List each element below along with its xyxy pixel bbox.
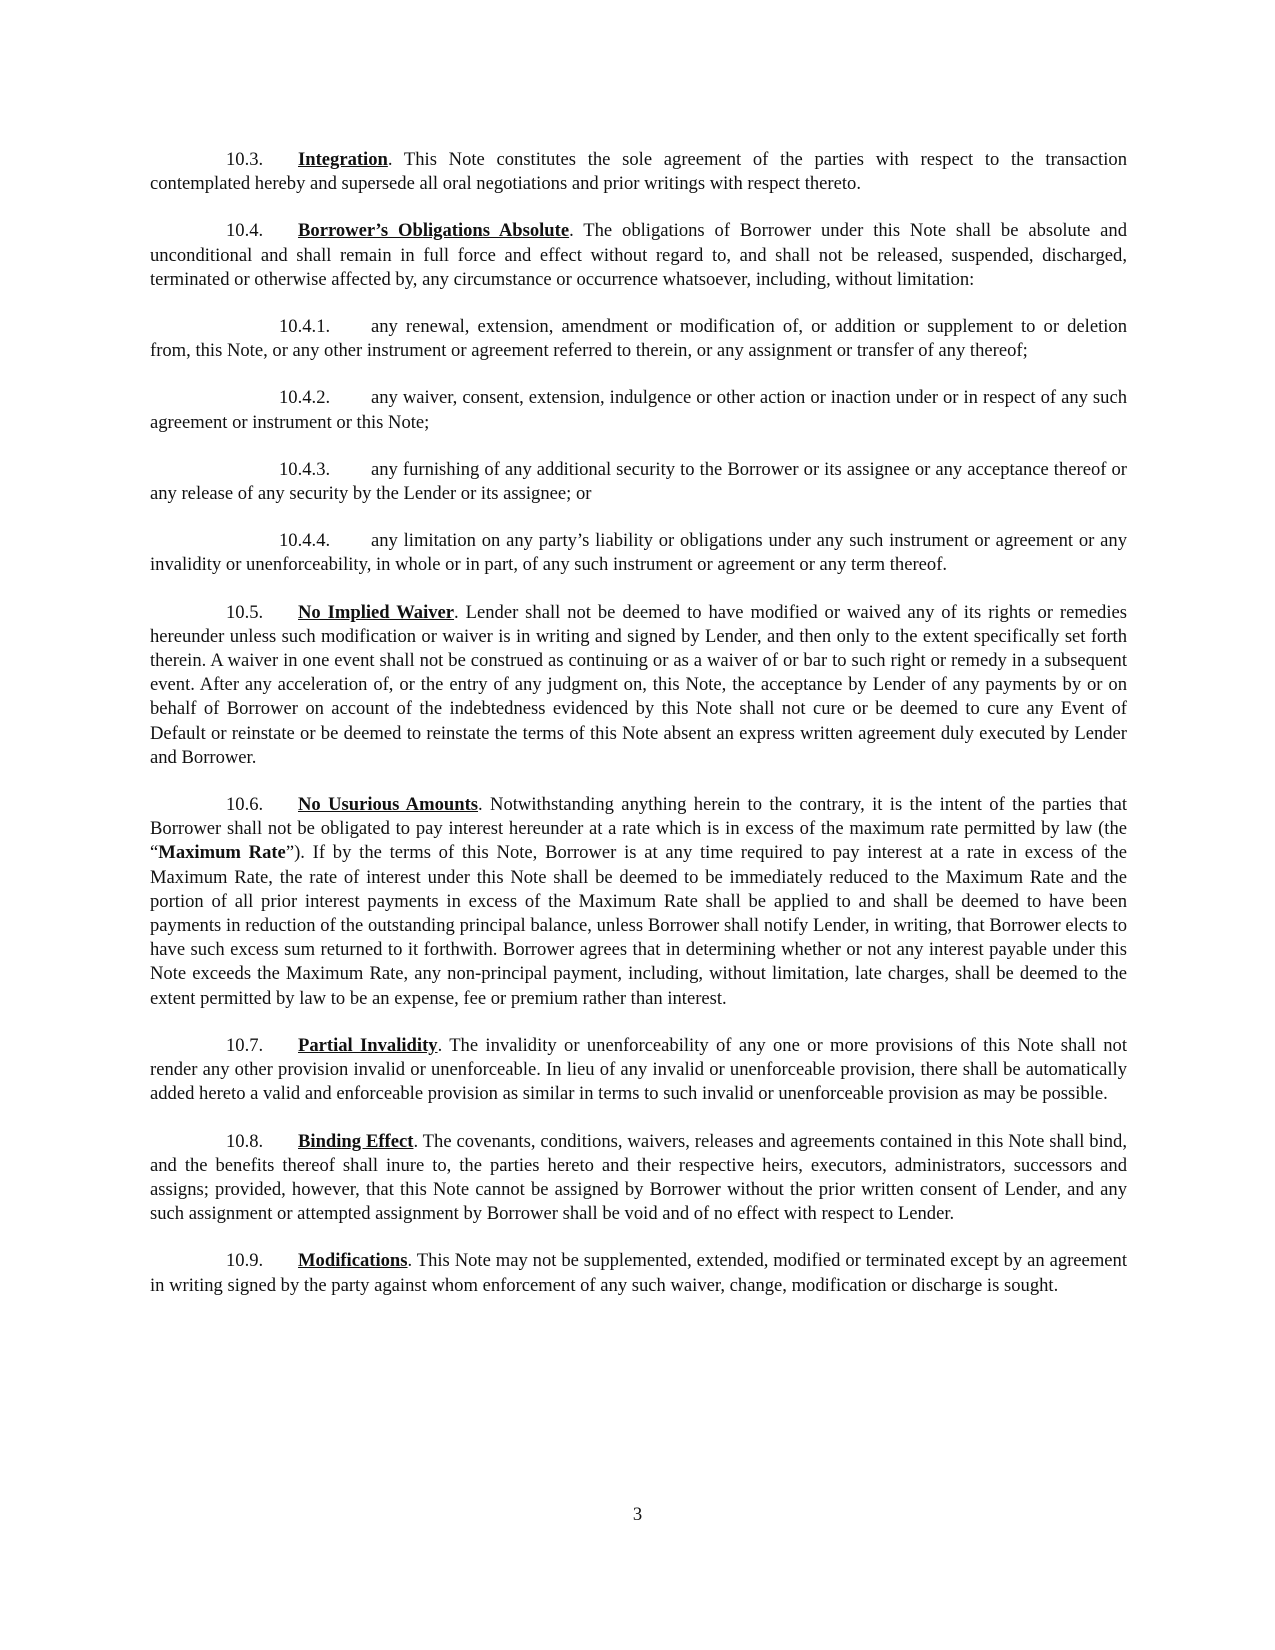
section-10-9 — [150, 1249, 1127, 1297]
section-heading: Integration — [298, 149, 388, 170]
subsection-10-4-3 — [150, 458, 1127, 506]
section-heading: Partial Invalidity — [298, 1034, 438, 1056]
subsection-10-4-1 — [150, 315, 1127, 363]
section-number: 10.9. — [226, 1250, 264, 1272]
section-text: . The obligations of Borrower under this Note shall be absolute and unconditional and shall remain in full force and effect without regard to, and shall not be released, suspended, discharged, terminated or otherwise affected by, any circumstance or occurrence whatsoever, including, without limitation: — [150, 220, 1127, 290]
subsection-number: 10.4.4. — [279, 530, 331, 552]
page-number: 3 — [632, 1504, 643, 1525]
section-heading: Modifications — [298, 1250, 408, 1272]
section-text: . The covenants, conditions, waivers, releases and agreements contained in this Note shall bind, and the benefits thereof shall inure to, the parties hereto and their respective heirs, executors, administrators, successors and assigns; provided, however, that this Note cannot be assigned by Borrower without the prior written consent of Lender, and any such assignment or attempted assignment by Borrower shall be void and of no effect with respect to Lender. — [150, 1130, 1127, 1225]
section-number: 10.4. — [226, 220, 264, 242]
subsection-number: 10.4.2. — [279, 387, 331, 409]
subsection-text: any waiver, consent, extension, indulgence or other action or inaction under or in respect of any such agreement or instrument or this Note; — [150, 387, 1127, 433]
subsection-number: 10.4.1. — [279, 316, 331, 338]
section-text: . The invalidity or unenforceability of any one or more provisions of this Note shall not render any other provision invalid or unenforceable. In lieu of any invalid or unenforceable provision, there shall be automatically added hereto a valid and enforceable provision as similar in terms to such invalid or unenforceable provision as may be possible. — [150, 1034, 1128, 1105]
subsection-text: any renewal, extension, amendment or modification of, or addition or supplement to or deletion from, this Note, or any other instrument or agreement referred to therein, or any assignment or transfer of any thereof; — [150, 316, 1127, 362]
subsection-10-4-4 — [150, 529, 1127, 577]
section-text-continued: ”). If by the terms of this Note, Borrower is at any time required to pay interest at a rate in excess of the Maximum Rate, the rate of interest under this Note shall be deemed to be immediately reduced to the Maximum Rate and the portion of all prior interest payments in excess of the Maximum Rate shall be applied to and shall be deemed to have been payments in reduction of the outstanding principal balance, unless Borrower shall notify Lender, in writing, that Borrower elects to have such excess sum returned to it forthwith. Borrower agrees that in determining whether or not any interest payable under this Note exceeds the Maximum Rate, any non-principal payment, including, without limitation, late charges, shall be deemed to the extent permitted by law to be an expense, fee or premium rather than interest. — [150, 842, 1127, 1009]
section-number: 10.6. — [226, 794, 264, 816]
section-heading: No Implied Waiver — [298, 601, 455, 623]
section-10-5 — [150, 601, 1127, 770]
subsection-text: any limitation on any party’s liability or obligations under any such instrument or agreement or any invalidity or unenforceability, in whole or in part, of any such instrument or agreement or any term thereof. — [150, 530, 1127, 576]
section-10-8 — [150, 1130, 1127, 1227]
section-number: 10.7. — [226, 1034, 264, 1056]
subsection-10-4-2 — [150, 386, 1127, 434]
section-number: 10.5. — [226, 601, 264, 623]
section-text: . Notwithstanding anything herein to the contrary, it is the intent of the parties that Borrower shall not be obligated to pay interest hereunder at a rate which is in excess of the maximum rate permitted by law (the “ — [150, 794, 1127, 864]
section-heading: Binding Effect — [298, 1130, 414, 1152]
section-text: . This Note constitutes the sole agreement of the parties with respect to the transaction contemplated hereby and supersede all oral negotiations and prior writings with respect thereto. — [150, 149, 1127, 195]
section-text: . This Note may not be supplemented, extended, modified or terminated except by an agreement in writing signed by the party against whom enforcement of any such waiver, change, modification or discharge is sought. — [150, 1250, 1127, 1296]
section-number: 10.8. — [226, 1130, 264, 1152]
section-10-6 — [150, 793, 1127, 1011]
section-10-3 — [150, 148, 1127, 196]
document-body — [150, 148, 1127, 1321]
section-number: 10.3. — [226, 149, 264, 170]
section-10-4 — [150, 219, 1127, 292]
subsection-text: any furnishing of any additional security to the Borrower or its assignee or any acceptance thereof or any release of any security by the Lender or its assignee; or — [150, 458, 1127, 505]
section-text: . Lender shall not be deemed to have modified or waived any of its rights or remedies hereunder unless such modification or waiver is in writing and signed by Lender, and then only to the extent specifically set forth therein. A waiver in one event shall not be construed as continuing or as a waiver of or bar to such right or remedy in a subsequent event. After any acceleration of, or the entry of any judgment on, this Note, the acceptance by Lender of any payments by or on behalf of Borrower on account of the indebtedness evidenced by this Note shall not cure or be deemed to cure any Event of Default or reinstate or be deemed to reinstate the terms of this Note absent an express written agreement duly executed by Lender and Borrower. — [150, 601, 1127, 768]
defined-term: Maximum Rate — [158, 842, 286, 864]
subsection-number: 10.4.3. — [279, 458, 331, 480]
section-heading: No Usurious Amounts — [298, 794, 479, 816]
section-10-7 — [150, 1034, 1127, 1107]
section-heading: Borrower’s Obligations Absolute — [298, 220, 570, 242]
